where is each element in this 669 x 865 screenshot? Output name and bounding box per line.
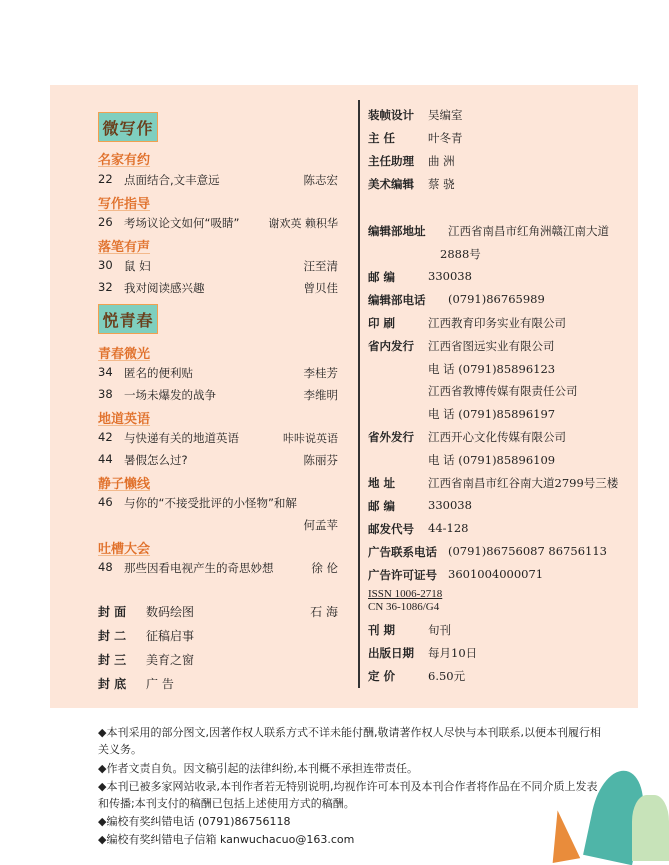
masthead-youbian — [368, 269, 472, 285]
cover-label: 封 底 — [98, 677, 127, 691]
article-title: 匿名的便利贴 — [124, 366, 193, 380]
masthead-value: 6.50元 — [428, 669, 466, 683]
article-author: 咔咔说英语 — [283, 432, 338, 445]
section-didaoyingyu: 地道英语 — [98, 412, 151, 427]
masthead-value: 330038 — [428, 269, 472, 283]
article-title: 一场未爆发的战争 — [124, 388, 216, 402]
cn-number: CN 36-1086/G4 — [368, 601, 440, 613]
toc-item[interactable] — [98, 560, 338, 576]
masthead-label: 地 址 — [368, 476, 396, 490]
masthead-label: 主任助理 — [368, 154, 414, 168]
section-qingchunweiguang: 青春微光 — [98, 347, 151, 362]
masthead-yinshua — [368, 315, 566, 331]
cover-label: 封 面 — [98, 605, 127, 619]
category-yueqingchun: 悦青春 — [98, 304, 158, 334]
masthead-meishu — [368, 176, 455, 192]
article-title: 与快递有关的地道英语 — [124, 431, 239, 445]
masthead-label: 主 任 — [368, 131, 396, 145]
masthead-zhuangzhen — [368, 107, 463, 123]
article-author: 陈丽芬 — [303, 453, 338, 467]
section-mingjiayouyue: 名家有约 — [98, 153, 151, 168]
cover-value: 征稿启事 — [146, 629, 195, 643]
masthead-kanqi — [368, 622, 451, 638]
toc-item[interactable] — [98, 215, 338, 231]
masthead-value: 3601004000071 — [448, 567, 544, 581]
cover-author: 石 海 — [310, 605, 338, 619]
masthead-value: 叶冬青 — [428, 131, 463, 145]
cover-item — [98, 651, 338, 667]
masthead-value: 江西教育印务实业有限公司 — [428, 316, 566, 330]
page-number: 32 — [98, 280, 113, 294]
article-author: 陈志宏 — [303, 173, 338, 187]
masthead-label: 省外发行 — [368, 430, 414, 444]
page-number: 44 — [98, 452, 113, 466]
masthead-value: 曲 洲 — [428, 154, 455, 168]
notice-copyright: ◆本刊采用的部分图文,因著作权人联系方式不详未能付酬,敬请著作权人尽快与本刊联系,以便本刊履行相关义务。 — [98, 726, 601, 756]
cover-value: 美育之窗 — [146, 653, 195, 667]
masthead-label: 广告许可证号 — [368, 568, 437, 582]
article-author: 汪至清 — [303, 259, 338, 273]
page-number: 48 — [98, 560, 113, 574]
page-number: 34 — [98, 365, 113, 379]
masthead-shengwai — [368, 429, 566, 445]
section-luobiyousheng: 落笔有声 — [98, 240, 151, 255]
toc-item[interactable] — [98, 280, 338, 296]
cover-label: 封 三 — [98, 653, 127, 667]
page-number: 22 — [98, 172, 113, 186]
masthead-phone: 电 话 (0791)85896123 — [428, 362, 556, 376]
masthead-dianhua — [368, 292, 545, 308]
cover-label: 封 二 — [98, 629, 127, 643]
masthead-zhuli — [368, 153, 455, 169]
toc-item[interactable] — [98, 172, 338, 188]
notice-email: ◆编校有奖纠错电子信箱 kanwuchacuo@163.com — [98, 833, 355, 846]
section-xiezuozhidao: 写作指导 — [98, 197, 151, 212]
masthead-zhuren — [368, 130, 463, 146]
masthead-label: 出版日期 — [368, 646, 414, 660]
article-author: 何孟苹 — [303, 518, 338, 532]
masthead-value: 江西省图远实业有限公司 — [428, 339, 555, 353]
toc-item[interactable] — [98, 258, 338, 274]
section-tucaodahui: 吐槽大会 — [98, 542, 151, 557]
masthead-guanggao-tel — [368, 544, 607, 560]
masthead-value: 江西开心文化传媒有限公司 — [428, 430, 566, 444]
category-weixiezuo: 微写作 — [98, 112, 158, 142]
article-author: 李桂芳 — [303, 366, 338, 380]
article-author: 谢欢英 赖积华 — [268, 217, 338, 230]
article-title: 点面结合,文丰意远 — [124, 173, 220, 187]
toc-item[interactable] — [98, 430, 338, 446]
issn-number: ISSN 1006-2718 — [368, 588, 443, 600]
toc-item[interactable] — [98, 365, 338, 381]
article-title: 我对阅读感兴趣 — [124, 281, 205, 295]
page-number: 30 — [98, 258, 113, 272]
notice-responsibility: ◆作者文责自负。因文稿引起的法律纠纷,本刊概不承担连带责任。 — [98, 762, 418, 775]
masthead-label: 邮发代号 — [368, 522, 414, 536]
column-divider — [358, 100, 360, 688]
article-title: 考场议论文如何“吸睛” — [124, 216, 240, 230]
article-title: 与你的“不接受批评的小怪物”和解 — [124, 496, 297, 510]
masthead-shengnei — [368, 338, 555, 354]
toc-item[interactable] — [98, 495, 338, 511]
page-number: 26 — [98, 215, 113, 229]
section-jingzilanxian: 静子懒线 — [98, 477, 151, 492]
masthead-label: 邮 编 — [368, 499, 396, 513]
masthead-label: 广告联系电话 — [368, 545, 437, 559]
masthead-value: 330038 — [428, 498, 472, 512]
article-author: 曾贝佳 — [303, 281, 338, 295]
masthead-phone: 电 话 (0791)85896109 — [428, 453, 556, 467]
masthead-youbian — [368, 498, 472, 514]
cover-item — [98, 603, 338, 619]
masthead-address-line2: 2888号 — [440, 247, 481, 261]
notice-phone: ◆编校有奖纠错电话 (0791)86756118 — [98, 815, 291, 828]
cover-value: 数码绘图 — [146, 605, 195, 619]
decorative-leaf — [632, 795, 669, 861]
masthead-value: 每月10日 — [428, 646, 478, 660]
masthead-value: 吴编室 — [428, 108, 463, 122]
article-title: 鼠 妇 — [124, 259, 151, 273]
masthead-label: 定 价 — [368, 669, 396, 683]
masthead-label: 装帧设计 — [368, 108, 414, 122]
masthead-label: 美术编辑 — [368, 177, 414, 191]
masthead-dizhi — [368, 475, 619, 491]
article-author: 徐 伦 — [311, 561, 338, 575]
masthead-label: 印 刷 — [368, 316, 396, 330]
masthead-youfa — [368, 521, 469, 537]
page-number: 38 — [98, 387, 113, 401]
page-number: 42 — [98, 430, 113, 444]
masthead-label: 邮 编 — [368, 270, 396, 284]
masthead-value: (0791)86756087 86756113 — [448, 544, 607, 558]
masthead-label: 编辑部地址 — [368, 224, 426, 238]
masthead-phone: 电 话 (0791)85896197 — [428, 407, 556, 421]
masthead-label: 刊 期 — [368, 623, 396, 637]
masthead-value: 江西省南昌市红谷南大道2799号三楼 — [428, 476, 619, 490]
cover-item — [98, 627, 338, 643]
masthead-value: 旬刊 — [428, 623, 451, 637]
masthead-value: (0791)86765989 — [448, 292, 545, 306]
masthead-value: 江西省南昌市红角洲赣江南大道 — [448, 224, 609, 238]
masthead-company: 江西省教博传媒有限责任公司 — [428, 384, 578, 398]
masthead-bianjibu — [368, 223, 609, 239]
masthead-value: 44-128 — [428, 521, 469, 535]
masthead-label: 编辑部电话 — [368, 293, 426, 307]
masthead-label: 省内发行 — [368, 339, 414, 353]
article-author: 李维明 — [303, 388, 338, 402]
masthead-value: 蔡 骁 — [428, 177, 455, 191]
cover-item — [98, 675, 338, 691]
toc-item[interactable] — [98, 387, 338, 403]
masthead-guanggao-lic — [368, 567, 544, 583]
page-number: 46 — [98, 495, 113, 509]
toc-item[interactable] — [98, 452, 338, 468]
notice-online: ◆本刊已被多家网站收录,本刊作者若无特别说明,均视作许可本刊及本刊合作者将作品在不同介质上发表和传播;本刊支付的稿酬已包括上述使用方式的稿酬。 — [98, 780, 598, 810]
cover-value: 广 告 — [146, 677, 174, 691]
article-title: 暑假怎么过? — [124, 453, 188, 467]
masthead-dingjia — [368, 668, 466, 684]
article-title: 那些因看电视产生的奇思妙想 — [124, 561, 274, 575]
masthead-chuban — [368, 645, 478, 661]
